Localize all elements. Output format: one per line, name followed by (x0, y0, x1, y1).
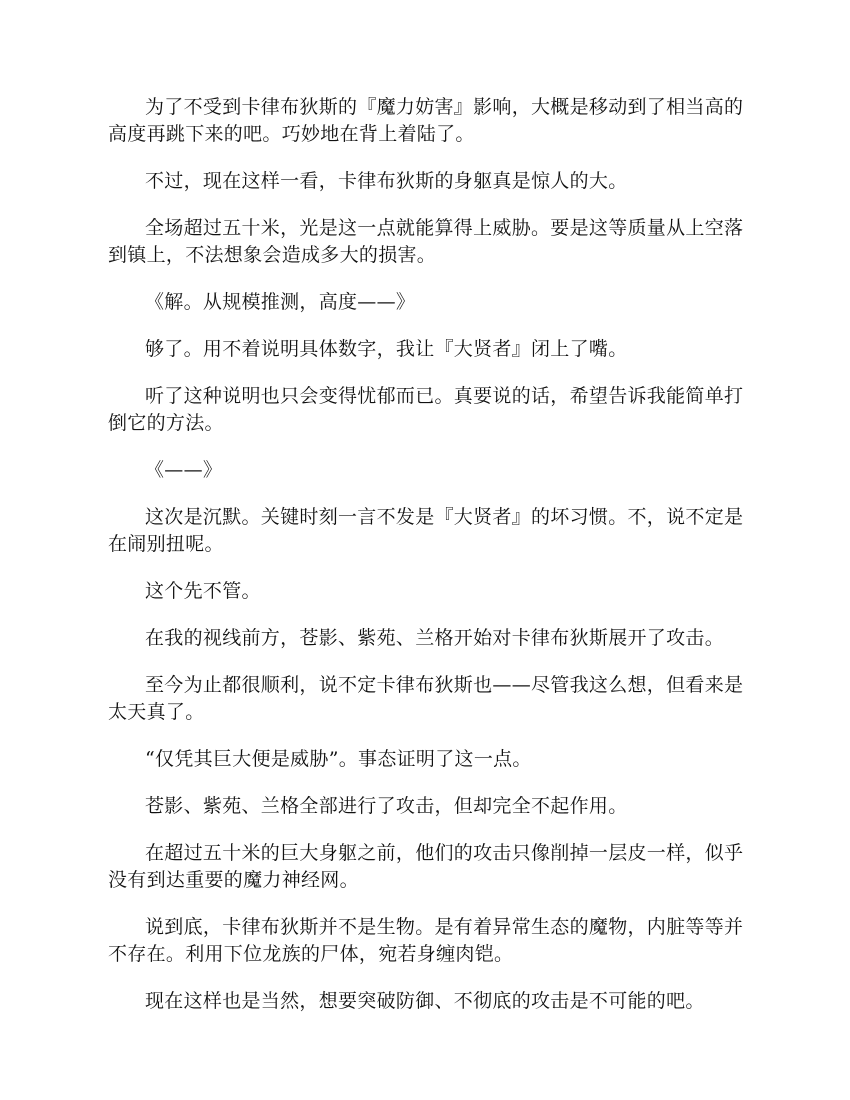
paragraph: 在我的视线前方，苍影、紫苑、兰格开始对卡律布狄斯展开了攻击。 (145, 627, 725, 649)
paragraph: 这次是沉默。关键时刻一言不发是『大贤者』的坏习惯。不，说不定是在闹别扭呢。 (108, 506, 744, 555)
paragraph: 听了这种说明也只会变得忧郁而已。真要说的话，希望告诉我能简单打倒它的方法。 (108, 385, 744, 434)
paragraph: 够了。用不着说明具体数字，我让『大贤者』闭上了嘴。 (145, 338, 628, 360)
paragraph: 说到底，卡律布狄斯并不是生物。是有着异常生态的魔物，内脏等等并不存在。利用下位龙族的尸体，宛若身缠肉铠。 (108, 916, 744, 965)
paragraph: 《解。从规模推测，高度——》 (145, 291, 416, 313)
paragraph: 在超过五十米的巨大身躯之前，他们的攻击只像削掉一层皮一样，似乎没有到达重要的魔力神经网。 (108, 842, 744, 891)
paragraph: 不过，现在这样一看，卡律布狄斯的身躯真是惊人的大。 (145, 170, 628, 192)
paragraph: 苍影、紫苑、兰格全部进行了攻击，但却完全不起作用。 (145, 795, 628, 817)
paragraph: 全场超过五十米，光是这一点就能算得上威胁。要是这等质量从上空落到镇上，不法想象会造成多大的损害。 (108, 217, 744, 266)
paragraph: 现在这样也是当然，想要突破防御、不彻底的攻击是不可能的吧。 (145, 990, 705, 1012)
paragraph: 至今为止都很顺利，说不定卡律布狄斯也——尽管我这么想，但看来是太天真了。 (108, 674, 744, 723)
document-body (108, 94, 748, 1035)
paragraph: 《——》 (145, 459, 223, 481)
paragraph: 为了不受到卡律布狄斯的『魔力妨害』影响，大概是移动到了相当高的高度再跳下来的吧。巧妙地在背上着陆了。 (108, 96, 744, 145)
paragraph: “仅凭其巨大便是威胁”。事态证明了这一点。 (145, 748, 532, 770)
paragraph: 这个先不管。 (145, 580, 261, 602)
